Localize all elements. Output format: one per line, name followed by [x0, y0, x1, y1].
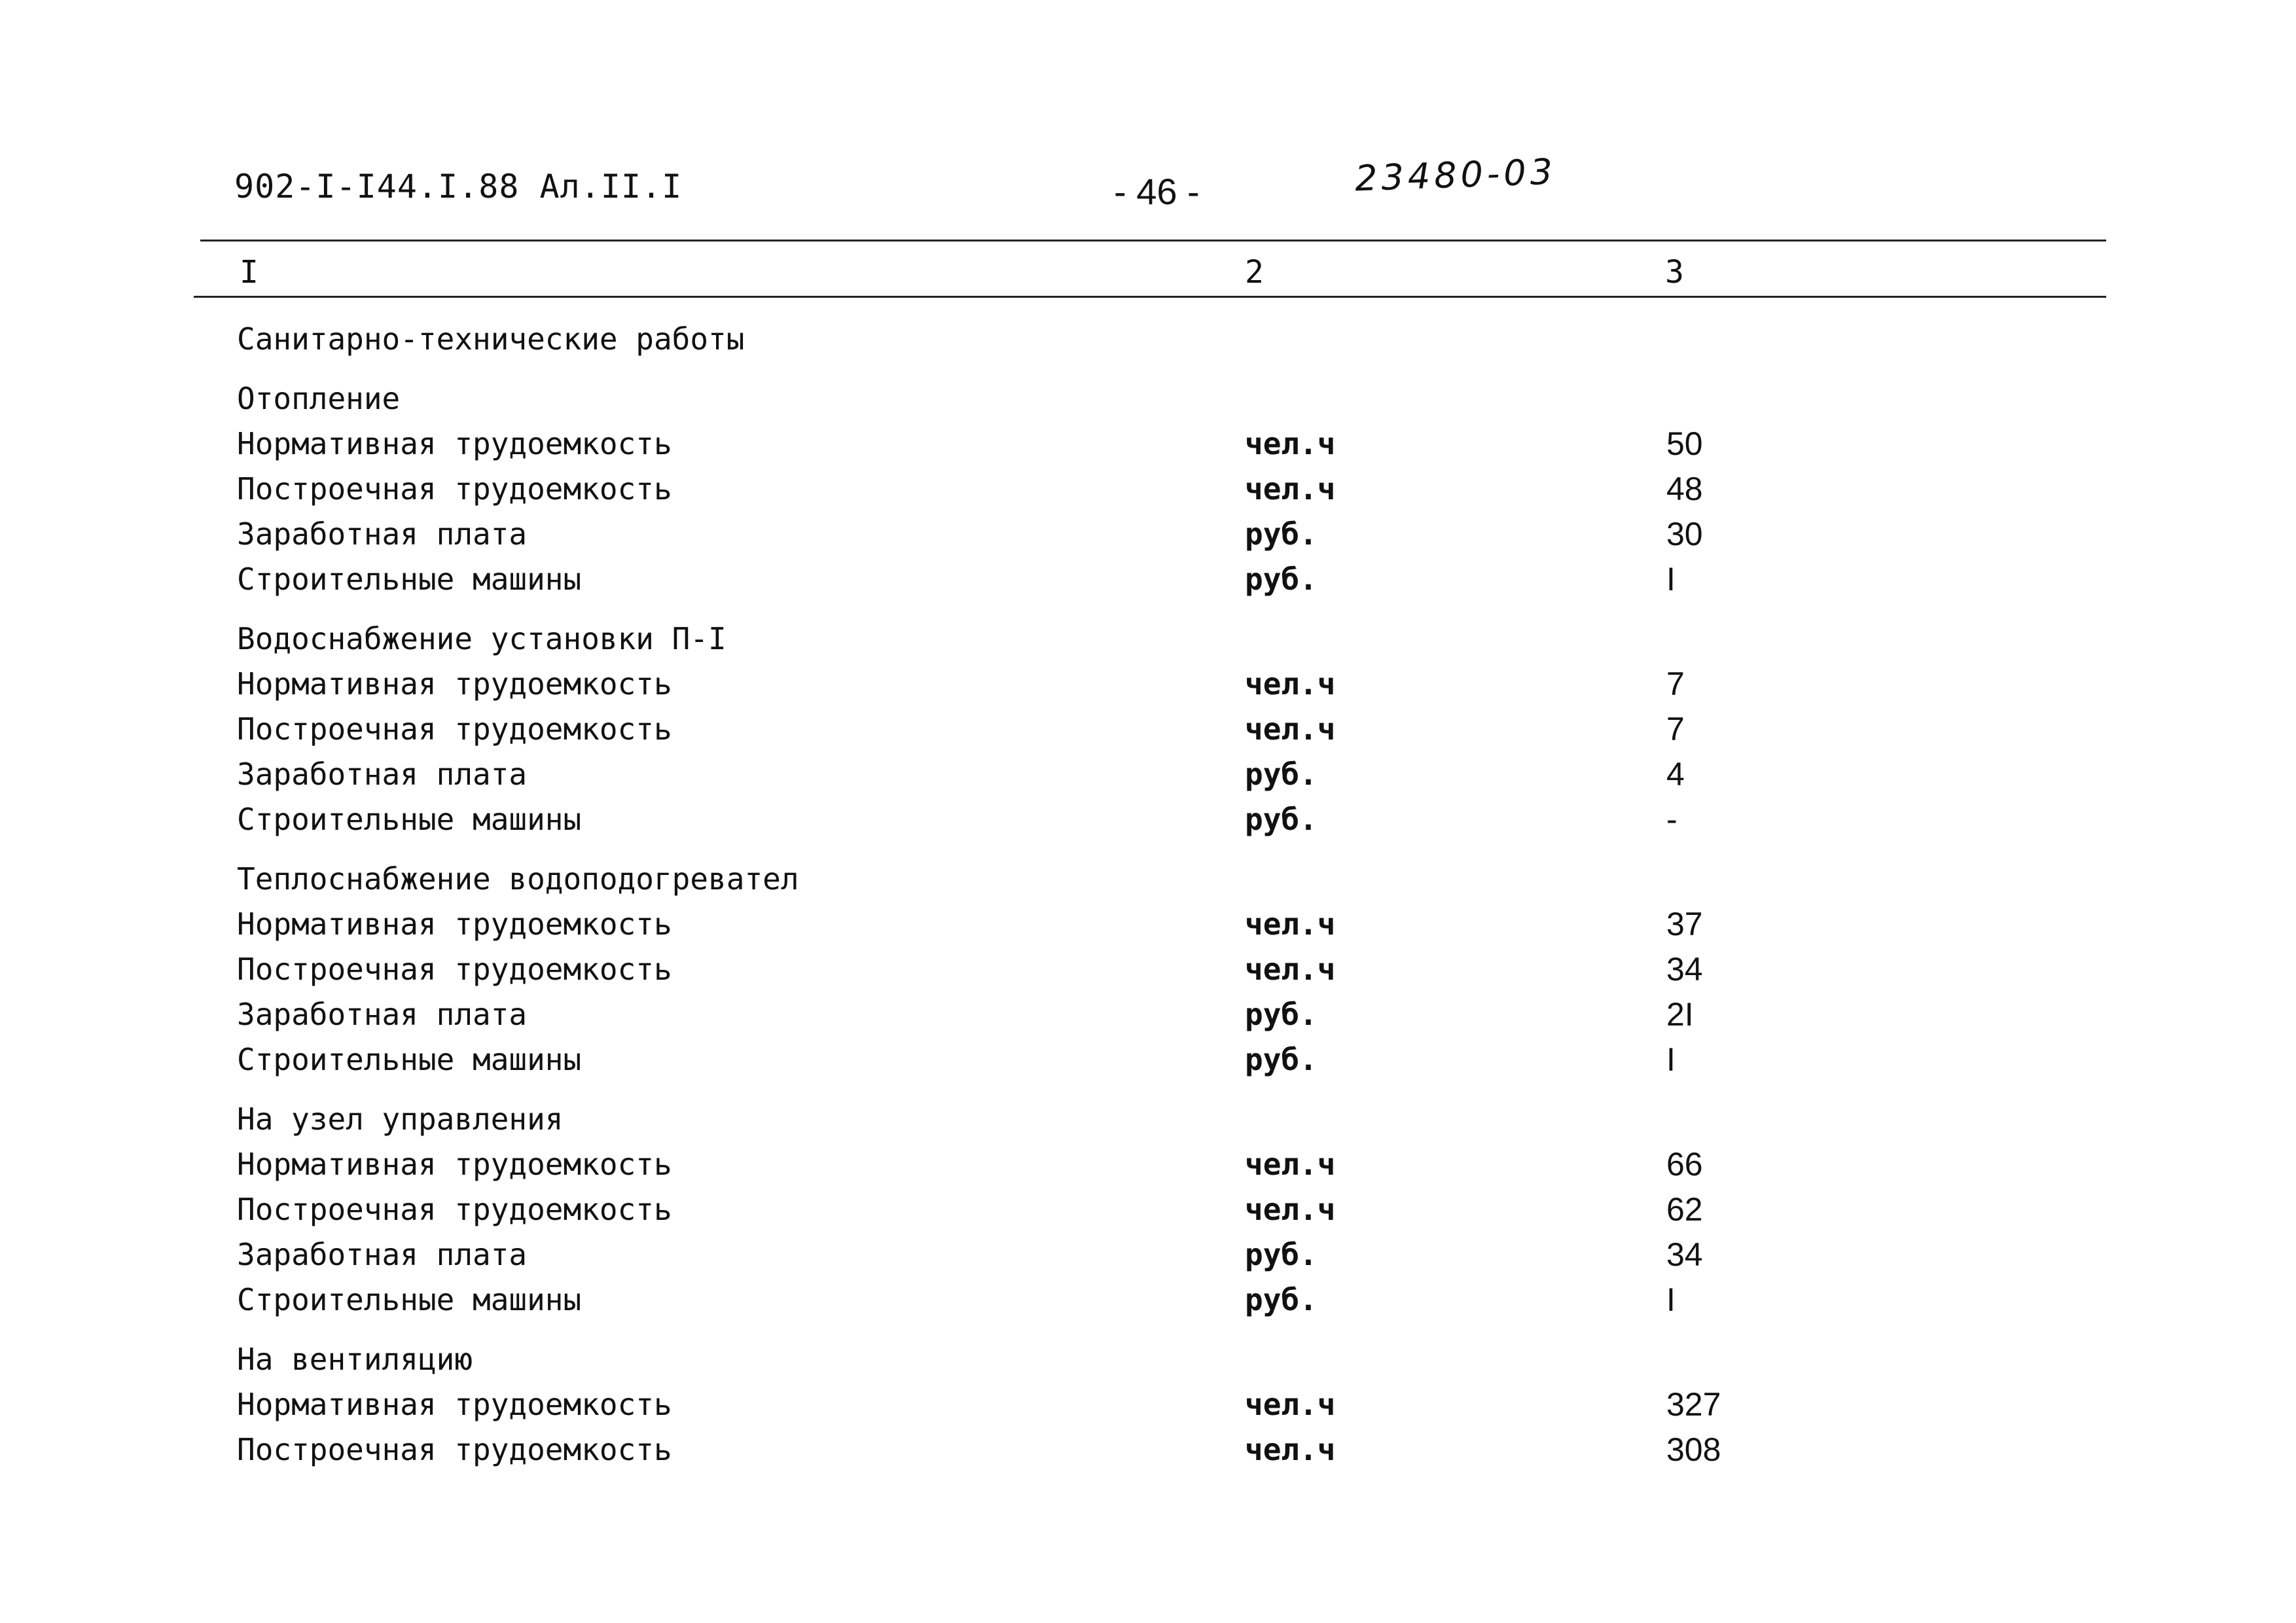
table-row	[194, 947, 2106, 992]
section-title: Отопление	[237, 381, 401, 416]
table-row	[194, 707, 2106, 752]
row-name: Построечная трудоемкость	[237, 952, 672, 987]
row-unit: руб.	[1245, 562, 1318, 597]
page-number: - 46 -	[1114, 171, 1200, 212]
row-unit: чел.ч	[1245, 1387, 1336, 1422]
table-top-rule	[200, 240, 2106, 241]
work-table	[194, 240, 2106, 1483]
row-unit: чел.ч	[1245, 711, 1336, 747]
page-header	[0, 151, 2296, 213]
row-value: 50	[1666, 425, 1703, 462]
row-value: 7	[1666, 666, 1685, 702]
row-unit: чел.ч	[1245, 1192, 1336, 1227]
row-name: Нормативная трудоемкость	[237, 906, 672, 942]
row-value: 34	[1666, 951, 1703, 988]
table-row	[194, 1037, 2106, 1082]
table-section	[194, 1097, 2106, 1323]
row-unit: руб.	[1245, 1237, 1318, 1272]
row-name: Нормативная трудоемкость	[237, 1147, 672, 1182]
row-value: 4	[1666, 756, 1685, 793]
section-title: Водоснабжение установки П-I	[237, 621, 726, 656]
table-body	[194, 317, 2106, 1487]
table-section	[194, 376, 2106, 602]
column-header-3: 3	[1665, 254, 1684, 291]
row-value: 2I	[1666, 996, 1694, 1033]
row-name: Заработная плата	[237, 757, 528, 792]
table-row	[194, 1277, 2106, 1323]
table-section	[194, 857, 2106, 1082]
row-unit: руб.	[1245, 802, 1318, 837]
row-unit: чел.ч	[1245, 666, 1336, 702]
section-title: На вентиляцию	[237, 1342, 473, 1377]
table-row	[194, 902, 2106, 947]
row-value: 308	[1666, 1431, 1721, 1468]
row-unit: чел.ч	[1245, 426, 1336, 461]
row-value: 34	[1666, 1236, 1703, 1273]
table-row	[194, 992, 2106, 1037]
row-value: 62	[1666, 1191, 1703, 1228]
row-name: Заработная плата	[237, 1237, 528, 1272]
row-unit: чел.ч	[1245, 1147, 1336, 1182]
row-name: Строительные машины	[237, 1042, 582, 1077]
row-name: Строительные машины	[237, 1282, 582, 1317]
row-name: Строительные машины	[237, 562, 582, 597]
row-value: 7	[1666, 711, 1685, 747]
row-value: I	[1666, 561, 1676, 597]
section-title: Теплоснабжение водоподогревател	[237, 861, 799, 897]
row-name: Нормативная трудоемкость	[237, 1387, 672, 1422]
row-name: Заработная плата	[237, 997, 528, 1032]
table-row	[194, 1232, 2106, 1277]
row-name: Построечная трудоемкость	[237, 711, 672, 747]
row-unit: чел.ч	[1245, 906, 1336, 942]
column-header-1: I	[240, 254, 259, 291]
row-value: 48	[1666, 471, 1703, 507]
row-value: I	[1666, 1281, 1676, 1318]
row-unit: руб.	[1245, 997, 1318, 1032]
table-section	[194, 616, 2106, 842]
row-name: Нормативная трудоемкость	[237, 426, 672, 461]
row-unit: руб.	[1245, 1042, 1318, 1077]
row-name: Нормативная трудоемкость	[237, 666, 672, 702]
row-value: -	[1666, 801, 1677, 838]
table-row	[194, 1187, 2106, 1232]
column-header-2: 2	[1245, 254, 1264, 291]
table-row	[194, 557, 2106, 602]
row-unit: руб.	[1245, 516, 1318, 552]
row-unit: чел.ч	[1245, 1432, 1336, 1467]
table-row	[194, 1427, 2106, 1472]
table-row	[194, 467, 2106, 512]
row-unit: чел.ч	[1245, 471, 1336, 507]
row-unit: руб.	[1245, 1282, 1318, 1317]
table-row	[194, 1382, 2106, 1427]
row-name: Построечная трудоемкость	[237, 1432, 672, 1467]
table-row	[194, 662, 2106, 707]
document-code: 902-I-I44.I.88 Ал.II.I	[234, 168, 683, 205]
section-title: На узел управления	[237, 1101, 564, 1137]
table-title: Санитарно-технические работы	[237, 321, 745, 357]
row-name: Заработная плата	[237, 516, 528, 552]
row-name: Построечная трудоемкость	[237, 471, 672, 507]
row-value: 30	[1666, 516, 1703, 552]
row-value: 37	[1666, 906, 1703, 942]
table-row	[194, 752, 2106, 797]
table-header-rule	[194, 296, 2106, 298]
table-row	[194, 1142, 2106, 1187]
row-unit: чел.ч	[1245, 952, 1336, 987]
table-row	[194, 421, 2106, 467]
handwritten-inventory-number: 23480-03	[1354, 151, 1557, 200]
row-name: Построечная трудоемкость	[237, 1192, 672, 1227]
row-value: 66	[1666, 1146, 1703, 1183]
row-value: I	[1666, 1041, 1676, 1078]
row-unit: руб.	[1245, 757, 1318, 792]
row-name: Строительные машины	[237, 802, 582, 837]
table-row	[194, 797, 2106, 842]
table-row	[194, 512, 2106, 557]
row-value: 327	[1666, 1386, 1721, 1423]
table-section	[194, 1337, 2106, 1472]
